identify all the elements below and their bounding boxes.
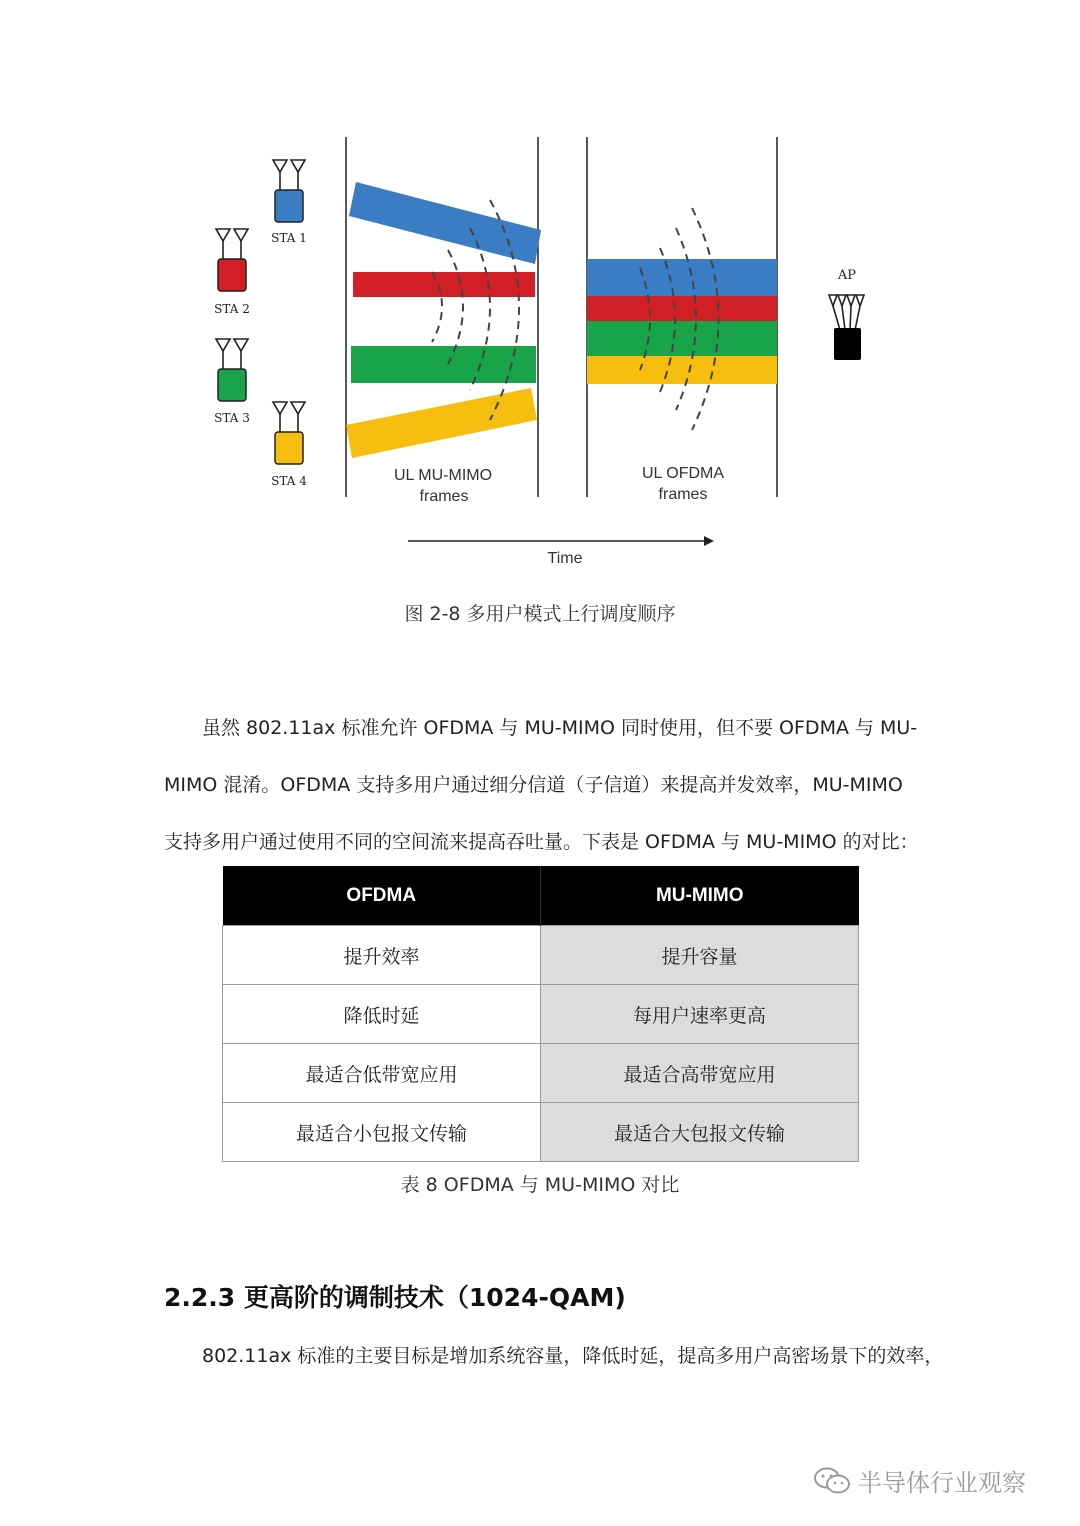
table-row: [223, 1044, 859, 1103]
station-icon: [214, 339, 250, 425]
paragraph-line-2: MIMO 混淆。OFDMA 支持多用户通过细分信道（子信道）来提高并发效率，MU-MIMO: [164, 774, 903, 796]
table-cell: 最适合小包报文传输: [223, 1103, 541, 1162]
station-label: STA 3: [214, 411, 250, 425]
station-label: STA 4: [271, 474, 307, 488]
table-cell: 最适合大包报文传输: [541, 1103, 859, 1162]
mumimo-label: UL MU-MIMO: [393, 467, 493, 484]
paragraph-line-1: 虽然 802.11ax 标准允许 OFDMA 与 MU-MIMO 同时使用，但不要 OFDMA 与 MU-: [202, 717, 918, 739]
mumimo-bar-sta4: [346, 388, 537, 458]
watermark: [812, 1463, 1026, 1498]
ofdma-bar-sta3: [587, 321, 777, 356]
table-row: [223, 926, 859, 985]
station-label: STA 1: [271, 231, 307, 245]
ofdma-label-2: frames: [658, 486, 708, 503]
table-caption: 表 8 OFDMA 与 MU-MIMO 对比: [400, 1174, 680, 1196]
mumimo-bar-sta2: [353, 272, 535, 297]
ofdma-bar-sta1: [587, 259, 777, 296]
station-label: STA 2: [214, 302, 250, 316]
ofdma-bar-sta4: [587, 356, 777, 384]
station-icon: [271, 402, 307, 488]
comparison-table: [222, 866, 859, 1162]
paragraph-line-3: 支持多用户通过使用不同的空间流来提高吞吐量。下表是 OFDMA 与 MU-MIMO 的对比：: [164, 831, 919, 853]
table-row: [223, 1103, 859, 1162]
time-label: Time: [547, 550, 583, 567]
station-icon: [214, 229, 250, 316]
table-header-mumimo: MU-MIMO: [541, 866, 859, 926]
watermark-text: 半导体行业观察: [858, 1469, 1026, 1497]
table-cell: 提升效率: [223, 926, 541, 985]
mumimo-label-2: frames: [419, 488, 469, 505]
table-cell: 每用户速率更高: [541, 985, 859, 1044]
table-header-ofdma: OFDMA: [223, 866, 541, 926]
table-cell: 提升容量: [541, 926, 859, 985]
time-arrow-head: [704, 536, 714, 546]
ofdma-bar-sta2: [587, 296, 777, 321]
table-cell: 降低时延: [223, 985, 541, 1044]
table-row: [223, 985, 859, 1044]
section-text: 802.11ax 标准的主要目标是增加系统容量，降低时延，提高多用户高密场景下的效率，: [202, 1345, 944, 1367]
ul-scheduling-figure: [0, 0, 1080, 600]
table-cell: 最适合低带宽应用: [223, 1044, 541, 1103]
ap-label: AP: [837, 268, 857, 283]
ofdma-label: UL OFDMA: [641, 465, 725, 482]
ap-icon: [829, 295, 864, 360]
station-icon: [271, 160, 307, 245]
figure-caption: 图 2-8 多用户模式上行调度顺序: [404, 603, 676, 625]
section-heading: 2.2.3 更高阶的调制技术（1024-QAM): [164, 1283, 626, 1312]
table-cell: 最适合高带宽应用: [541, 1044, 859, 1103]
wechat-icon: [812, 1466, 852, 1496]
